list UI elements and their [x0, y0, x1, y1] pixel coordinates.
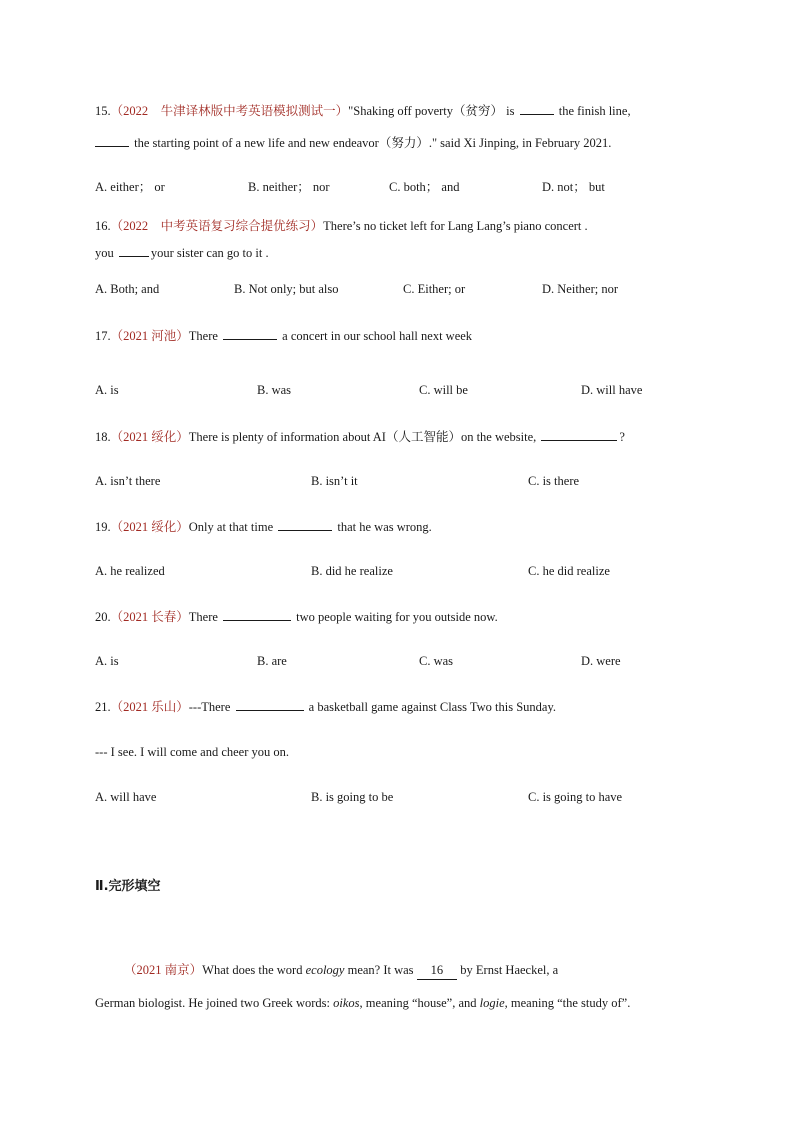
passage-line-1	[124, 961, 558, 980]
question-21	[95, 697, 556, 716]
question-20	[95, 607, 498, 626]
question-text: Only at that time	[188, 520, 274, 534]
option[interactable]: D. were	[581, 654, 621, 668]
question-number: 17.	[95, 329, 111, 343]
option[interactable]: C. is going to have	[528, 790, 623, 804]
option[interactable]: C. is there	[528, 474, 580, 488]
question-source: （2022 牛津译林版中考英语模拟测试一）	[110, 104, 349, 118]
answer-blank[interactable]	[520, 101, 554, 115]
question-text: There	[188, 329, 218, 343]
question-text: the finish line,	[558, 104, 631, 118]
option[interactable]: C. he did realize	[528, 564, 610, 578]
question-text: your sister can go to it .	[150, 246, 269, 260]
question-text: a concert in our school hall next week	[282, 329, 473, 343]
option[interactable]: B. isn’t it	[311, 474, 358, 488]
question-15	[95, 101, 631, 120]
section-heading: Ⅱ.完形填空	[95, 879, 161, 894]
question-source: （2021 乐山）	[110, 700, 189, 714]
passage-keyword: oikos	[333, 996, 360, 1010]
question-15-line2	[95, 133, 611, 152]
passage-text: by Ernst Haeckel, a	[460, 963, 559, 977]
question-text: ---There	[188, 700, 231, 714]
answer-blank[interactable]	[119, 243, 149, 257]
option[interactable]: B. is going to be	[311, 790, 394, 804]
option[interactable]: A. Both; and	[95, 282, 160, 296]
question-17	[95, 326, 472, 345]
question-number: 18.	[95, 430, 111, 444]
passage-line-2	[95, 994, 630, 1012]
question-number: 19.	[95, 520, 111, 534]
passage-text: mean? It was	[347, 963, 414, 977]
question-number: 16.	[95, 219, 111, 233]
passage-source: （2021 南京）	[124, 963, 203, 977]
option[interactable]: C. Either; or	[403, 282, 466, 296]
answer-blank[interactable]	[541, 427, 617, 441]
question-number: 21.	[95, 700, 111, 714]
option[interactable]: A. will have	[95, 790, 157, 804]
question-text: There is plenty of information about AI（人工智能）on the website,	[188, 430, 537, 444]
option[interactable]: A. either； or	[95, 180, 165, 194]
question-text: two people waiting for you outside now.	[296, 610, 498, 624]
question-source: （2022 中考英语复习综合提优练习）	[110, 219, 324, 233]
question-18	[95, 427, 625, 446]
question-number: 20.	[95, 610, 111, 624]
option[interactable]: D. will have	[581, 383, 643, 397]
option[interactable]: D. not； but	[542, 180, 605, 194]
passage-text: German biologist. He joined two Greek words:	[95, 996, 331, 1010]
question-16-line2	[95, 243, 269, 262]
question-text: the starting point of a new life and new endeavor（努力）." said Xi Jinping, in February 2021.	[134, 136, 612, 150]
answer-blank[interactable]	[223, 607, 291, 621]
option[interactable]: B. Not only; but also	[234, 282, 339, 296]
cloze-blank-16[interactable]: 16	[417, 961, 458, 980]
passage-text: , meaning “the study of”.	[504, 996, 631, 1010]
passage-keyword: logie	[479, 996, 505, 1010]
question-source: （2021 长春）	[110, 610, 189, 624]
option[interactable]: B. did he realize	[311, 564, 393, 578]
question-source: （2021 绥化）	[110, 430, 189, 444]
answer-blank[interactable]	[236, 697, 304, 711]
option[interactable]: D. Neither; nor	[542, 282, 619, 296]
passage-keyword: ecology	[305, 963, 345, 977]
question-source: （2021 绥化）	[110, 520, 189, 534]
question-text: "Shaking off poverty（贫穷） is	[348, 104, 515, 118]
option[interactable]: A. is	[95, 654, 119, 668]
option[interactable]: C. will be	[419, 383, 468, 397]
option[interactable]: B. was	[257, 383, 292, 397]
answer-blank[interactable]	[95, 133, 129, 147]
question-21-reply: --- I see. I will come and cheer you on.	[95, 745, 290, 759]
option[interactable]: C. both； and	[389, 180, 460, 194]
question-16	[95, 217, 588, 235]
question-text: There’s no ticket left for Lang Lang’s piano concert .	[323, 219, 588, 233]
answer-blank[interactable]	[223, 326, 277, 340]
question-text: ?	[619, 430, 625, 444]
passage-text: What does the word	[202, 963, 303, 977]
answer-blank[interactable]	[278, 517, 332, 531]
question-19	[95, 517, 432, 536]
question-text: you	[95, 246, 114, 260]
passage-text: , meaning “house”, and	[359, 996, 477, 1010]
question-text: that he was wrong.	[337, 520, 432, 534]
question-number: 15.	[95, 104, 111, 118]
option[interactable]: B. neither； nor	[248, 180, 330, 194]
option[interactable]: A. isn’t there	[95, 474, 161, 488]
option[interactable]: A. he realized	[95, 564, 165, 578]
question-text: There	[188, 610, 218, 624]
option[interactable]: A. is	[95, 383, 119, 397]
option[interactable]: C. was	[419, 654, 454, 668]
option[interactable]: B. are	[257, 654, 287, 668]
question-source: （2021 河池）	[110, 329, 189, 343]
question-text: a basketball game against Class Two this Sunday.	[308, 700, 557, 714]
